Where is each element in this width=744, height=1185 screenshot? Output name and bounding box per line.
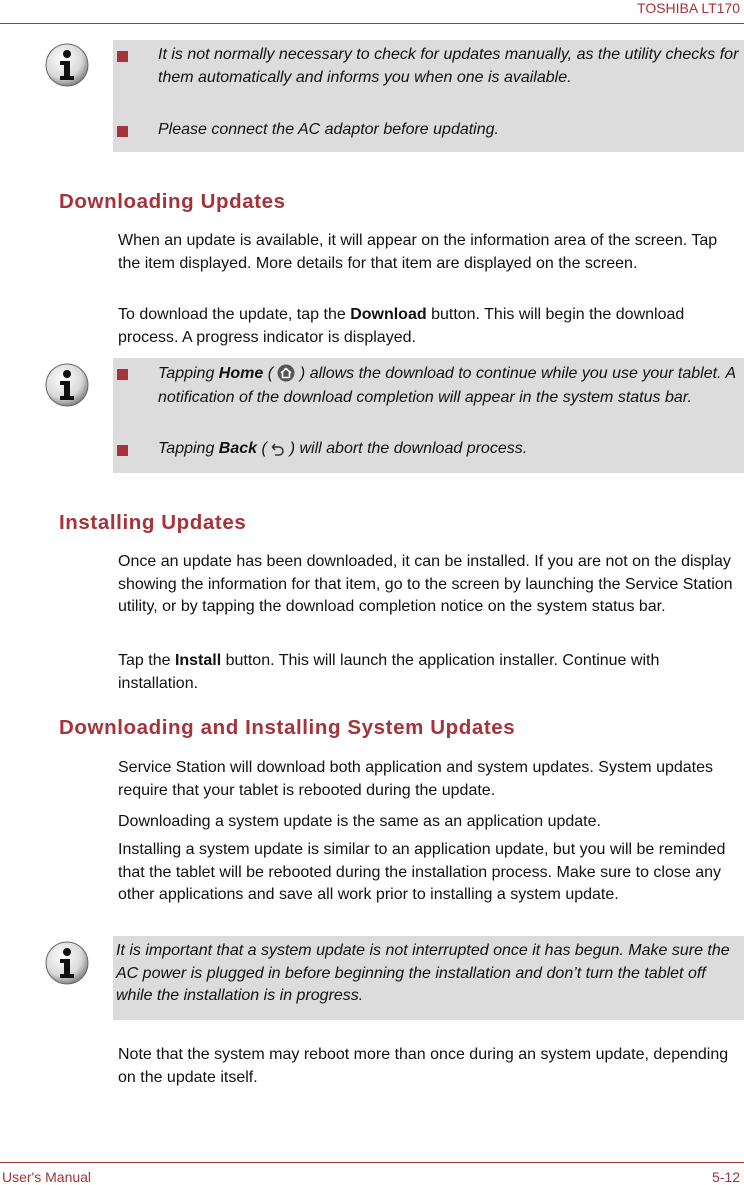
note-text: It is important that a system update is not interrupted once it has begun. Make sure the AC power is plugged in before beginning the installation and don’t turn the tablet off while the installation is in progress. — [116, 942, 730, 1004]
note-box — [113, 936, 744, 1020]
bullet-marker — [117, 445, 128, 456]
back-arrow-icon — [271, 441, 285, 457]
paragraph: To download the update, tap the Download button. This will begin the download process. A progress indicator is displayed. — [118, 306, 685, 346]
bold-term: Download — [350, 306, 427, 323]
paragraph: When an update is available, it will appear on the information area of the screen. Tap the item displayed. More details for that item are displayed on the screen. — [118, 232, 718, 272]
home-icon — [277, 364, 295, 382]
paragraph: Installing a system update is similar to an application update, but you will be reminded that the tablet will be rebooted during the installation process. Make sure to close any other applications and save all work prior to installing a system update. — [118, 841, 726, 903]
bold-term: Back — [218, 440, 258, 457]
bullet-marker — [117, 126, 128, 137]
paragraph: Service Station will download both application and system updates. System updates require that your tablet is rebooted during the update. — [118, 759, 714, 799]
note-box — [113, 358, 744, 473]
section-heading: Downloading and Installing System Updates — [59, 716, 516, 739]
info-icon — [44, 362, 90, 408]
note-text: Tapping Back ( ) will abort the download process. — [158, 440, 528, 457]
footer-rule — [0, 1162, 744, 1163]
header-rule — [0, 23, 744, 24]
note-text: Tapping Home ( ) allows the download to continue while you use your tablet. A notification of the download completion will appear in the system status bar. — [158, 365, 736, 406]
bullet-marker — [117, 51, 128, 62]
info-icon — [44, 940, 90, 986]
page-number: 5-12 — [711, 1169, 740, 1185]
bullet-marker — [117, 369, 128, 380]
footer-manual-title: User's Manual — [2, 1169, 92, 1185]
bold-term: Home — [218, 365, 264, 382]
paragraph: Tap the Install button. This will launch the application installer. Continue with installation. — [118, 652, 660, 692]
paragraph: Note that the system may reboot more than once during an system update, depending on the update itself. — [118, 1046, 729, 1086]
info-icon — [44, 42, 90, 88]
section-heading: Installing Updates — [59, 511, 247, 534]
bold-term: Install — [174, 652, 222, 669]
note-text: Please connect the AC adaptor before updating. — [158, 121, 499, 138]
note-text: It is not normally necessary to check for updates manually, as the utility checks for them automatically and informs you when one is available. — [158, 46, 739, 86]
paragraph: Once an update has been downloaded, it can be installed. If you are not on the display showing the information for that item, go to the screen by launching the Service Station utility, or by tapping the download completion notice on the system status bar. — [118, 553, 733, 615]
paragraph: Downloading a system update is the same as an application update. — [118, 813, 601, 830]
running-header-title: TOSHIBA LT170 — [637, 0, 740, 16]
section-heading: Downloading Updates — [59, 190, 286, 213]
note-box — [113, 40, 744, 152]
